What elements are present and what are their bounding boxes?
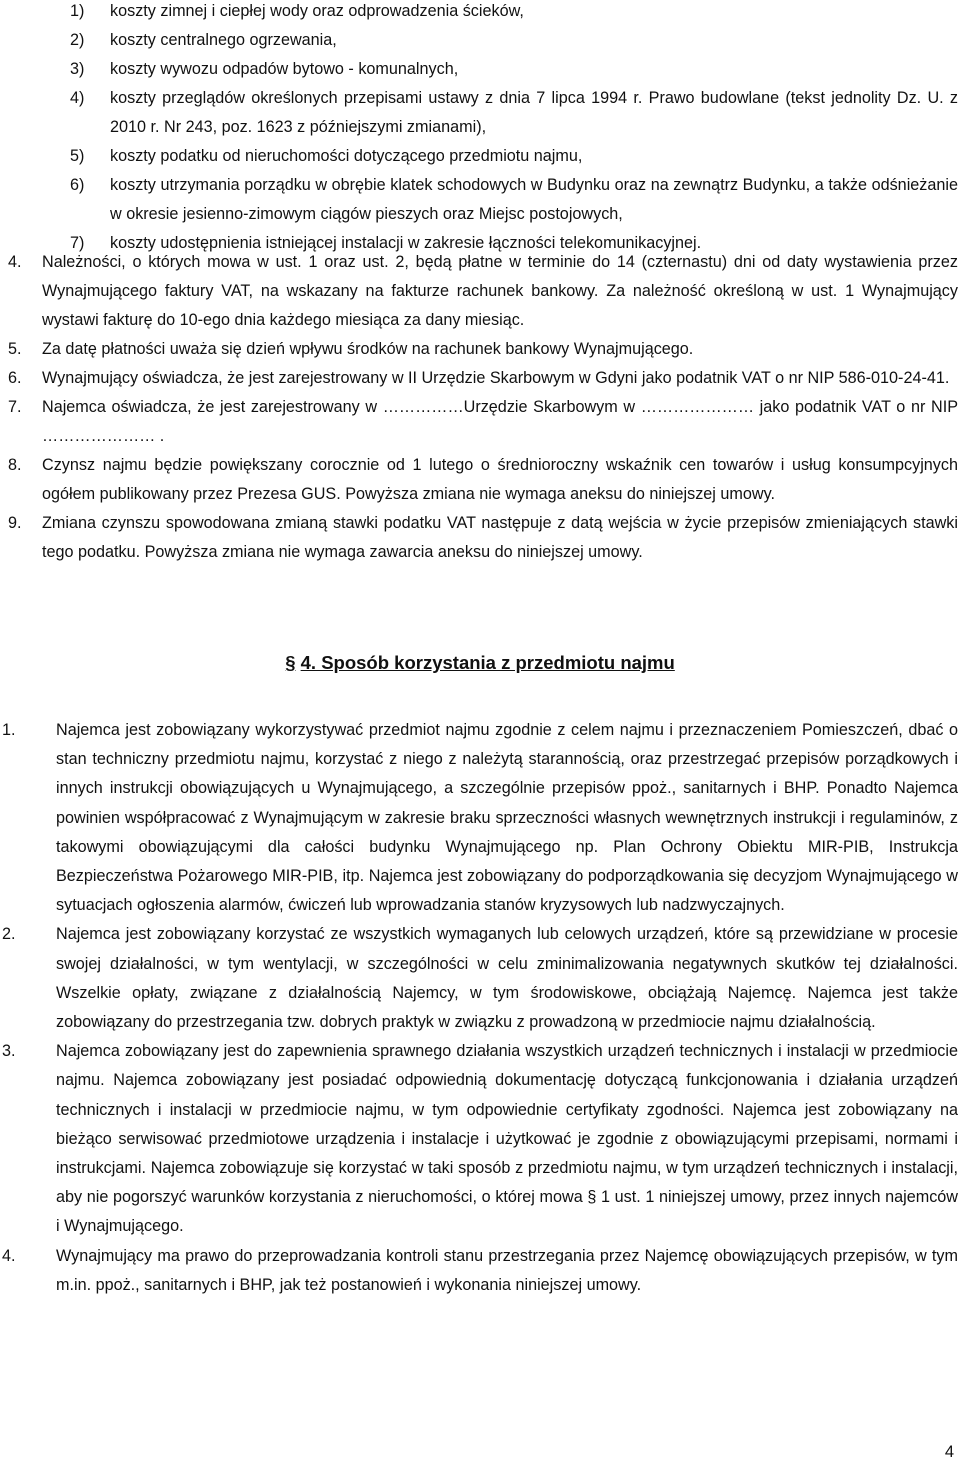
item-number: 2) [70,31,85,49]
paragraph-number: 3. [2,1042,16,1061]
list-item [0,55,960,84]
section-title: 4. Sposób korzystania z przedmiotu najmu [300,652,675,673]
item-number: 7) [70,234,85,252]
item-number: 5) [70,147,85,165]
item-text: koszty podatku od nieruchomości dotyczącego przedmiotu najmu, [110,147,583,165]
item-text: koszty zimnej i ciepłej wody oraz odprowadzenia ścieków, [110,2,524,20]
paragraph-number: 7. [8,398,22,416]
paragraph-text: Najemca jest zobowiązany wykorzystywać przedmiot najmu zgodnie z celem najmu i przeznaczeniem Pomieszczeń, dbać o stan techniczny przedmiotu najmu, korzystać z niego z należytą starannością, oraz przestrzegać przepisów porządkowych i innych instrukcji obowiązujących u Wynajmującego, a szczególnie przepisów ppoż., sanitarnych i BHP. Ponadto Najemca powinien współpracować z Wynajmującym w zakresie braku sprzeczności własnych wewnętrznych instrukcji i regulaminów, z takowymi obowiązującymi dla całości budynku Wynajmującego np. Plan Ochrony Obiektu MIR-PIB, Instrukcja Bezpieczeństwa Pożarowego MIR-PIB, itp. Najemca jest zobowiązany do podporządkowania się decyzjom Wynajmującego w sytuacjach ogłoszenia alarmów, ćwiczeń lub wprowadzania stanów kryzysowych lub nadzwyczajnych. [56,721,958,915]
paragraph-number: 9. [8,514,22,532]
paragraph-text: Należności, o których mowa w ust. 1 oraz ust. 2, będą płatne w terminie do 14 (czternastu) dni od daty wystawienia przez Wynajmującego faktury VAT, na wskazany na fakturze rachunek bankowy. Za należność określoną w ust. 1 Wynajmujący wystawi fakturę do 10-ego dnia każdego miesiąca za dany miesiąc. [42,253,958,329]
item-number: 1) [70,2,85,20]
paragraph-text: Najemca oświadcza, że jest zarejestrowany w ……………Urzędzie Skarbowym w ………………… jako podatnik VAT o nr NIP ………………… . [42,398,958,445]
paragraph [0,393,960,451]
list-item [0,171,960,229]
section-paragraph [0,1242,960,1300]
cost-sublist [0,0,960,258]
paragraph-number: 4. [2,1246,16,1265]
item-text: koszty utrzymania porządku w obrębie klatek schodowych w Budynku oraz na zewnątrz Budynku, a także odśnieżanie w okresie jesienno-zimowym ciągów pieszych oraz Miejsc postojowych, [110,176,958,223]
paragraph-number: 2. [2,925,16,944]
section-heading [0,648,960,678]
list-item [0,26,960,55]
section-symbol: § [285,652,296,673]
paragraph-number: 1. [2,721,16,739]
paragraph-text: Najemca zobowiązany jest do zapewnienia sprawnego działania wszystkich urządzeń technicznych i instalacji w przedmiocie najmu. Najemca zobowiązany jest posiadać odpowiednią dokumentację dotyczącą funkcjonowania i działania urządzeń technicznych i instalacji w przedmiocie najmu, w tym odpowiednie certyfikaty zgodności. Najemca jest zobowiązany na bieżąco serwisować przedmiotowe urządzenia i instalacje i użytkować je zgodnie z obowiązującymi przepisami, normami i instrukcjami. Najemca zobowiązuje się korzystać w taki sposób z przedmiotu najmu, w tym urządzeń technicznych i instalacji, aby nie pogorszyć warunków korzystania z nieruchomości, o której mowa § 1 ust. 1 niniejszej umowy, przez innych najemców i Wynajmującego. [56,1042,958,1236]
paragraph-text: Zmiana czynszu spowodowana zmianą stawki podatku VAT następuje z datą wejścia w życie przepisów zmieniających stawki tego podatku. Powyższa zmiana nie wymaga zawarcia aneksu do niniejszej umowy. [42,514,958,561]
item-number: 4) [70,89,85,107]
section-paragraph [0,716,960,920]
paragraph-text: Za datę płatności uważa się dzień wpływu środków na rachunek bankowy Wynajmującego. [42,340,694,358]
paragraph [0,364,960,393]
paragraph-text: Czynsz najmu będzie powiększany corocznie od 1 lutego o średnioroczny wskaźnik cen towarów i usług konsumpcyjnych ogółem publikowany przez Prezesa GUS. Powyższa zmiana nie wymaga aneksu do niniejszej umowy. [42,456,958,503]
section-paragraph [0,920,960,1037]
list-item [0,0,960,26]
page-number: 4 [944,1443,954,1461]
paragraph-text: Wynajmujący oświadcza, że jest zarejestrowany w II Urzędzie Skarbowym w Gdyni jako podatnik VAT o nr NIP 586-010-24-41. [42,369,950,387]
paragraph [0,248,960,335]
list-item [0,142,960,171]
item-text: koszty udostępnienia istniejącej instalacji w zakresie łączności telekomunikacyjnej. [110,234,702,252]
paragraph-number: 8. [8,456,22,474]
paragraph [0,335,960,364]
item-number: 6) [70,176,85,194]
paragraph-text: Najemca jest zobowiązany korzystać ze wszystkich wymaganych lub celowych urządzeń, które są przewidziane w procesie swojej działalności, w tym wentylacji, w szczególności w celu zminimalizowania negatywnych skutków tej działalności. Wszelkie opłaty, związane z działalnością Najemcy, w tym środowiskowe, obciążają Najemcę. Najemca jest także zobowiązany do przestrzegania tzw. dobrych praktyk w związku z prowadzoną w przedmiocie najmu działalnością. [56,925,958,1032]
paragraph-number: 5. [8,340,22,358]
payment-paragraphs [0,248,960,567]
item-text: koszty przeglądów określonych przepisami ustawy z dnia 7 lipca 1994 r. Prawo budowlane (tekst jednolity Dz. U. z 2010 r. Nr 243, poz. 1623 z późniejszymi zmianami), [110,89,958,136]
paragraph-number: 4. [8,253,22,271]
usage-section [0,716,960,1300]
list-item [0,84,960,142]
item-text: koszty centralnego ogrzewania, [110,31,337,49]
paragraph-text: Wynajmujący ma prawo do przeprowadzania kontroli stanu przestrzegania przez Najemcę obowiązujących przepisów, w tym m.in. ppoż., sanitarnych i BHP, jak też postanowień i wykonania niniejszej umowy. [56,1246,958,1294]
section-paragraph [0,1037,960,1241]
item-text: koszty wywozu odpadów bytowo - komunalnych, [110,60,459,78]
paragraph-number: 6. [8,369,22,387]
paragraph [0,509,960,567]
item-number: 3) [70,60,85,78]
paragraph [0,451,960,509]
